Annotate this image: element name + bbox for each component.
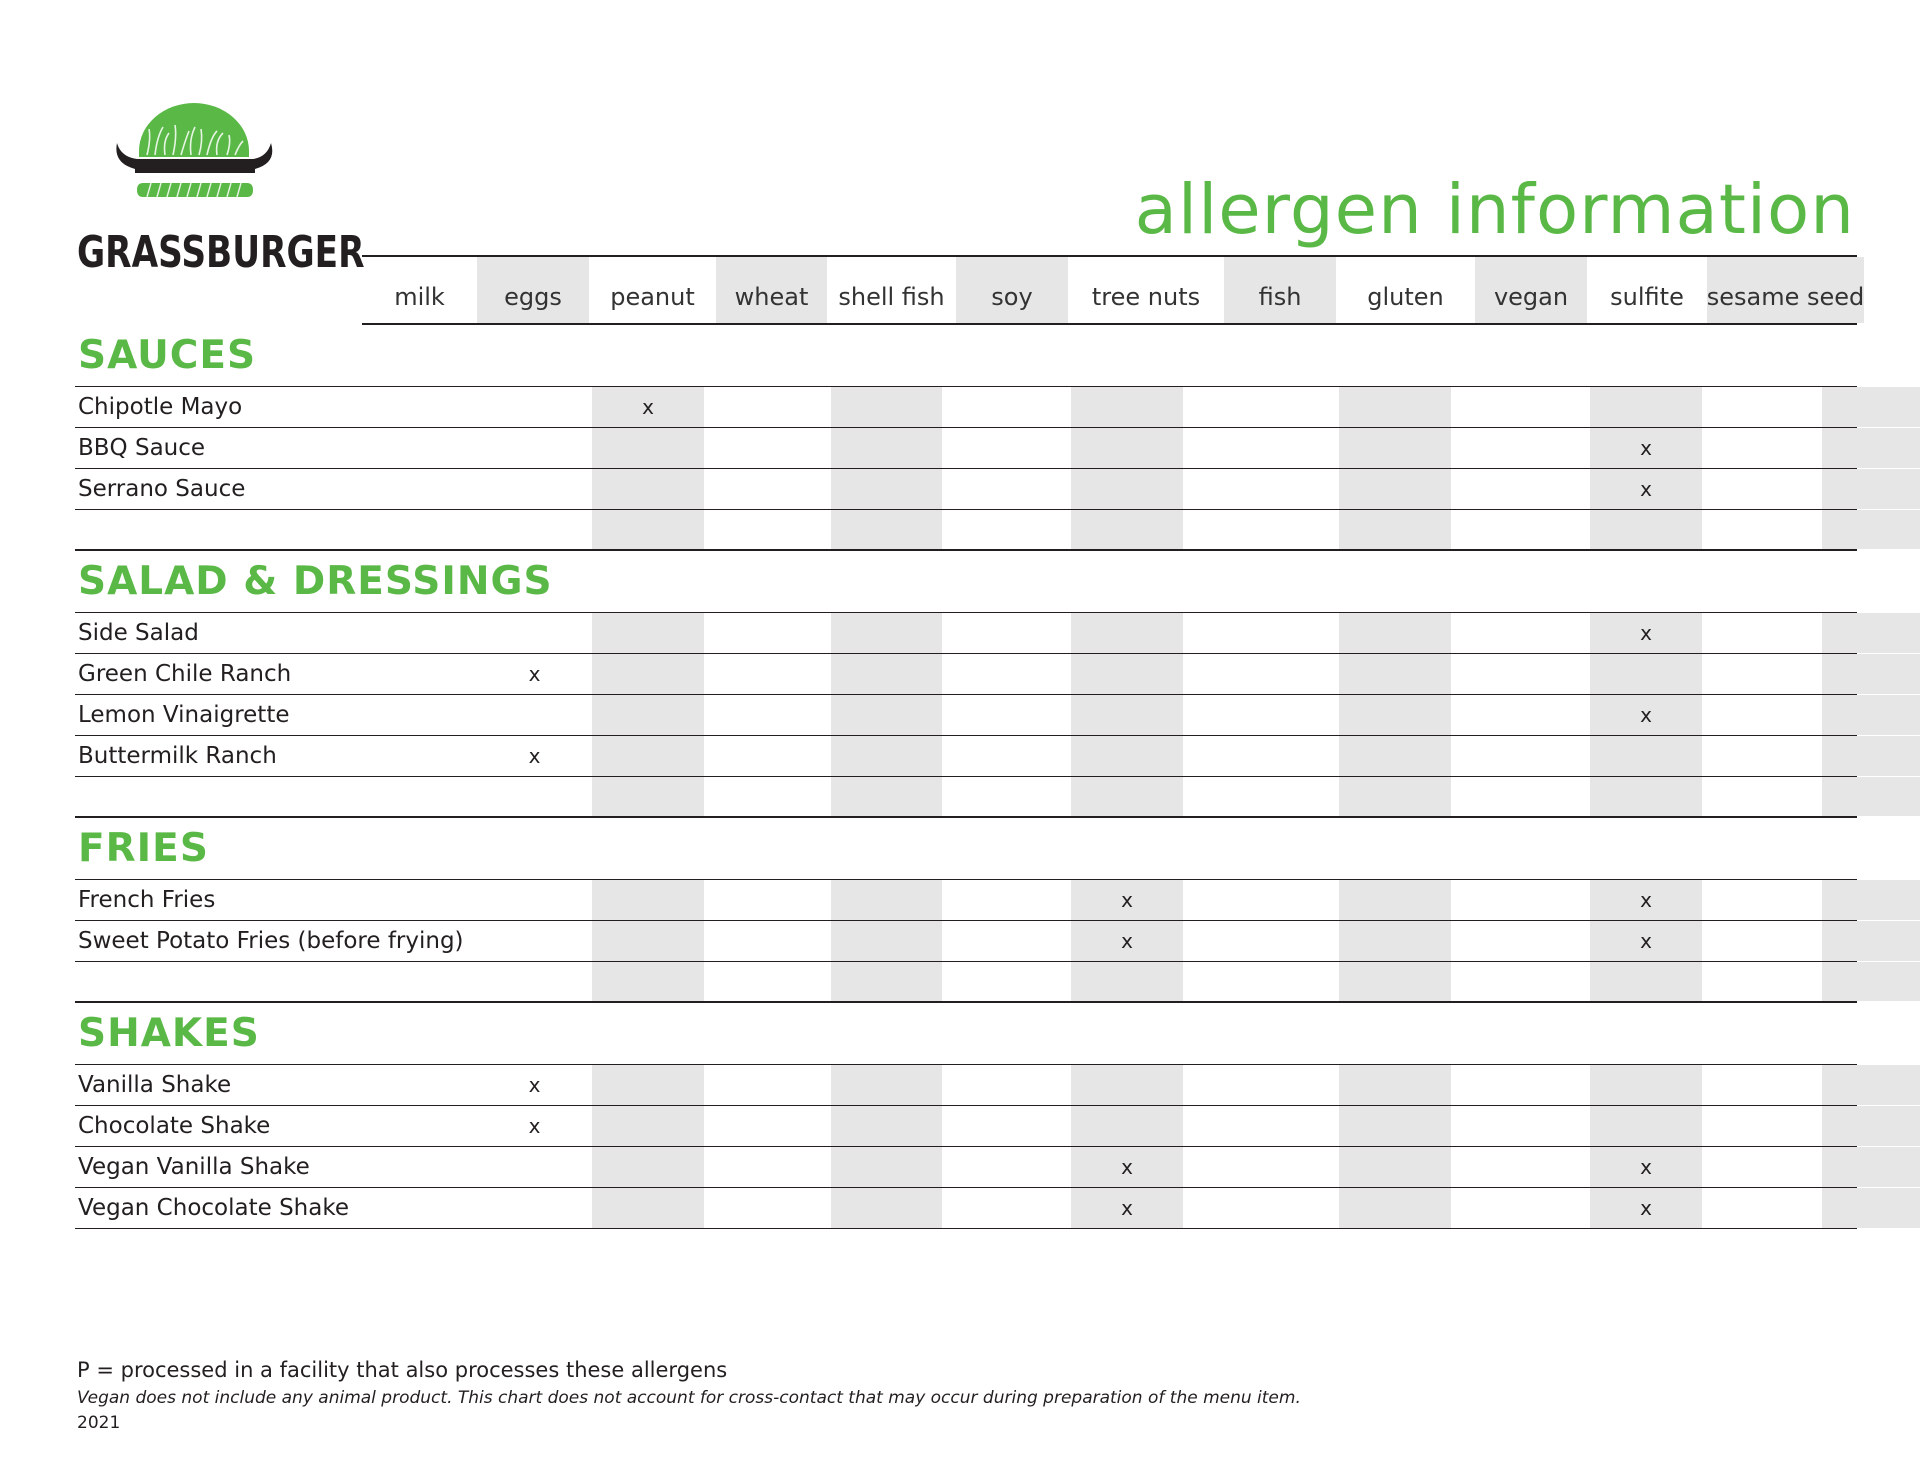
allergen-mark bbox=[704, 777, 831, 816]
allergen-mark bbox=[942, 921, 1071, 961]
column-header: fish bbox=[1224, 257, 1336, 323]
allergen-mark bbox=[592, 777, 704, 816]
allergen-mark bbox=[1822, 428, 1920, 468]
allergen-mark bbox=[1451, 1188, 1590, 1228]
allergen-mark bbox=[1071, 962, 1183, 1001]
year-label: 2021 bbox=[77, 1413, 121, 1433]
allergen-mark: x bbox=[1590, 469, 1702, 509]
allergen-mark bbox=[942, 1188, 1071, 1228]
allergen-mark: x bbox=[1590, 695, 1702, 735]
allergen-mark bbox=[704, 469, 831, 509]
allergen-mark bbox=[1339, 1106, 1451, 1146]
column-header: wheat bbox=[716, 257, 827, 323]
allergen-mark bbox=[1183, 510, 1339, 549]
allergen-mark bbox=[477, 880, 592, 920]
allergen-mark bbox=[831, 1065, 942, 1105]
allergen-mark bbox=[942, 469, 1071, 509]
allergen-mark bbox=[1702, 1106, 1822, 1146]
allergen-mark bbox=[1451, 1106, 1590, 1146]
table-row bbox=[75, 428, 1857, 469]
allergen-mark bbox=[1183, 777, 1339, 816]
allergen-mark bbox=[1822, 962, 1920, 1001]
column-header: shell fish bbox=[838, 283, 945, 311]
allergen-mark bbox=[592, 654, 704, 694]
allergen-mark bbox=[831, 736, 942, 776]
table-row bbox=[75, 1147, 1857, 1188]
allergen-mark bbox=[831, 387, 942, 427]
allergen-mark bbox=[704, 1147, 831, 1187]
allergen-mark bbox=[1071, 777, 1183, 816]
allergen-mark bbox=[1822, 654, 1920, 694]
allergen-mark bbox=[831, 880, 942, 920]
allergen-mark bbox=[1702, 654, 1822, 694]
allergen-mark bbox=[1451, 1147, 1590, 1187]
allergen-mark bbox=[1071, 695, 1183, 735]
allergen-mark bbox=[831, 921, 942, 961]
section-title: SHAKES bbox=[75, 1003, 1857, 1065]
allergen-mark bbox=[1702, 736, 1822, 776]
table-row bbox=[75, 1188, 1857, 1229]
column-header: milk bbox=[394, 283, 445, 311]
allergen-mark bbox=[704, 1106, 831, 1146]
allergen-mark bbox=[942, 736, 1071, 776]
allergen-mark: x bbox=[1590, 613, 1702, 653]
allergen-mark bbox=[1339, 387, 1451, 427]
menu-item-name: Side Salad bbox=[78, 620, 199, 646]
allergen-mark bbox=[704, 695, 831, 735]
allergen-mark bbox=[1822, 1106, 1920, 1146]
menu-item-name: Buttermilk Ranch bbox=[78, 743, 277, 769]
allergen-mark bbox=[942, 962, 1071, 1001]
allergen-mark bbox=[592, 880, 704, 920]
allergen-mark bbox=[1339, 880, 1451, 920]
menu-item-name: Vanilla Shake bbox=[78, 1072, 232, 1098]
allergen-mark bbox=[704, 387, 831, 427]
allergen-mark bbox=[704, 736, 831, 776]
allergen-mark bbox=[1183, 921, 1339, 961]
allergen-mark bbox=[704, 880, 831, 920]
allergen-mark bbox=[1339, 962, 1451, 1001]
allergen-mark bbox=[1183, 736, 1339, 776]
table-row bbox=[75, 387, 1857, 428]
allergen-mark bbox=[1183, 428, 1339, 468]
allergen-mark bbox=[1590, 777, 1702, 816]
allergen-mark bbox=[1183, 1106, 1339, 1146]
allergen-mark bbox=[942, 510, 1071, 549]
allergen-mark bbox=[1822, 695, 1920, 735]
allergen-mark bbox=[1339, 469, 1451, 509]
footer bbox=[77, 1358, 1301, 1433]
allergen-mark bbox=[1822, 921, 1920, 961]
allergen-mark bbox=[704, 962, 831, 1001]
allergen-mark bbox=[1339, 1147, 1451, 1187]
allergen-mark bbox=[477, 777, 592, 816]
allergen-mark bbox=[477, 510, 592, 549]
allergen-mark bbox=[1590, 1106, 1702, 1146]
allergen-mark bbox=[1071, 1106, 1183, 1146]
allergen-mark bbox=[1822, 613, 1920, 653]
table-row bbox=[75, 613, 1857, 654]
allergen-mark bbox=[704, 921, 831, 961]
allergen-mark bbox=[1451, 613, 1590, 653]
allergen-mark bbox=[1183, 880, 1339, 920]
table-spacer-row bbox=[75, 962, 1857, 1003]
allergen-mark bbox=[1071, 469, 1183, 509]
allergen-mark bbox=[704, 613, 831, 653]
allergen-mark bbox=[1822, 1065, 1920, 1105]
table-row bbox=[75, 921, 1857, 962]
allergen-mark bbox=[1071, 613, 1183, 653]
allergen-mark bbox=[1590, 736, 1702, 776]
allergen-mark bbox=[592, 1147, 704, 1187]
allergen-mark bbox=[592, 1188, 704, 1228]
allergen-mark bbox=[1702, 428, 1822, 468]
allergen-mark bbox=[1451, 387, 1590, 427]
allergen-mark bbox=[1339, 510, 1451, 549]
allergen-mark bbox=[477, 962, 592, 1001]
menu-item-name: Green Chile Ranch bbox=[78, 661, 292, 687]
allergen-mark bbox=[704, 1188, 831, 1228]
allergen-mark: x bbox=[528, 662, 541, 686]
column-header: eggs bbox=[477, 257, 589, 323]
allergen-mark bbox=[1702, 387, 1822, 427]
allergen-mark bbox=[477, 613, 592, 653]
allergen-mark bbox=[1822, 880, 1920, 920]
allergen-mark bbox=[942, 1147, 1071, 1187]
allergen-mark bbox=[592, 428, 704, 468]
allergen-mark bbox=[592, 613, 704, 653]
allergen-mark: x bbox=[592, 387, 704, 427]
allergen-mark bbox=[942, 1065, 1071, 1105]
allergen-mark bbox=[1590, 1065, 1702, 1105]
menu-item-name: Serrano Sauce bbox=[78, 476, 246, 502]
allergen-mark bbox=[1451, 469, 1590, 509]
allergen-mark bbox=[1339, 736, 1451, 776]
allergen-mark bbox=[1702, 510, 1822, 549]
column-header: tree nuts bbox=[1091, 283, 1201, 311]
allergen-mark bbox=[831, 613, 942, 653]
menu-item-name: French Fries bbox=[78, 887, 216, 913]
allergen-sections bbox=[75, 325, 1857, 1229]
allergen-mark bbox=[592, 962, 704, 1001]
allergen-mark bbox=[592, 1065, 704, 1105]
table-row bbox=[75, 654, 1857, 695]
allergen-mark: x bbox=[528, 744, 541, 768]
allergen-mark bbox=[1451, 1065, 1590, 1105]
allergen-mark bbox=[592, 921, 704, 961]
allergen-mark bbox=[1339, 695, 1451, 735]
grassburger-bun-icon bbox=[77, 103, 307, 213]
allergen-mark bbox=[1071, 428, 1183, 468]
allergen-mark: x bbox=[1590, 1147, 1702, 1187]
allergen-mark bbox=[1339, 428, 1451, 468]
allergen-mark bbox=[1183, 387, 1339, 427]
allergen-mark bbox=[1702, 469, 1822, 509]
allergen-mark bbox=[1071, 387, 1183, 427]
allergen-mark bbox=[477, 1188, 592, 1228]
allergen-mark bbox=[1451, 510, 1590, 549]
allergen-mark bbox=[1451, 736, 1590, 776]
column-header: gluten bbox=[1367, 283, 1444, 311]
allergen-mark bbox=[1451, 880, 1590, 920]
menu-item-name: Chipotle Mayo bbox=[78, 394, 243, 420]
allergen-mark bbox=[942, 387, 1071, 427]
allergen-mark bbox=[1183, 469, 1339, 509]
allergen-mark bbox=[1339, 921, 1451, 961]
allergen-mark bbox=[831, 654, 942, 694]
brand-name: GRASSBURGER bbox=[77, 227, 365, 278]
section-title: SALAD & DRESSINGS bbox=[75, 551, 1857, 613]
allergen-mark bbox=[831, 777, 942, 816]
allergen-mark bbox=[1822, 510, 1920, 549]
allergen-mark bbox=[1339, 1188, 1451, 1228]
allergen-table bbox=[75, 255, 1865, 1229]
column-header: sulfite bbox=[1610, 283, 1684, 311]
allergen-mark bbox=[477, 387, 592, 427]
table-row bbox=[75, 695, 1857, 736]
allergen-mark bbox=[1183, 1065, 1339, 1105]
allergen-mark bbox=[1590, 654, 1702, 694]
allergen-mark bbox=[1702, 880, 1822, 920]
allergen-mark bbox=[592, 1106, 704, 1146]
allergen-mark: x bbox=[1590, 428, 1702, 468]
allergen-mark bbox=[477, 921, 592, 961]
allergen-mark bbox=[942, 695, 1071, 735]
menu-item-name bbox=[75, 962, 477, 1001]
allergen-mark bbox=[1071, 1065, 1183, 1105]
column-header: peanut bbox=[610, 283, 695, 311]
allergen-mark bbox=[942, 613, 1071, 653]
menu-item-name: Vegan Vanilla Shake bbox=[78, 1154, 310, 1180]
table-row bbox=[75, 736, 1857, 777]
allergen-mark bbox=[1451, 428, 1590, 468]
allergen-mark bbox=[831, 1106, 942, 1146]
menu-item-name bbox=[75, 510, 477, 549]
allergen-mark bbox=[1822, 1188, 1920, 1228]
menu-section bbox=[75, 325, 1857, 551]
allergen-mark bbox=[477, 469, 592, 509]
allergen-mark bbox=[942, 777, 1071, 816]
allergen-mark bbox=[831, 1147, 942, 1187]
column-header: sesame seed bbox=[1707, 257, 1864, 323]
allergen-mark bbox=[592, 736, 704, 776]
menu-section bbox=[75, 551, 1857, 818]
allergen-mark bbox=[1822, 1147, 1920, 1187]
allergen-mark: x bbox=[1071, 921, 1183, 961]
allergen-mark bbox=[1071, 510, 1183, 549]
allergen-mark bbox=[1339, 613, 1451, 653]
column-header: soy bbox=[956, 257, 1068, 323]
allergen-mark: x bbox=[1071, 880, 1183, 920]
table-row bbox=[75, 1065, 1857, 1106]
grassburger-logo bbox=[77, 103, 365, 278]
allergen-mark bbox=[1183, 613, 1339, 653]
allergen-mark: x bbox=[1590, 921, 1702, 961]
allergen-mark bbox=[1183, 1147, 1339, 1187]
menu-item-name bbox=[75, 777, 477, 816]
allergen-mark bbox=[704, 428, 831, 468]
table-spacer-row bbox=[75, 777, 1857, 818]
allergen-mark bbox=[1702, 1188, 1822, 1228]
allergen-mark bbox=[1702, 962, 1822, 1001]
allergen-mark bbox=[1822, 736, 1920, 776]
allergen-mark bbox=[1702, 613, 1822, 653]
allergen-mark bbox=[1339, 654, 1451, 694]
allergen-mark: x bbox=[528, 1073, 541, 1097]
allergen-mark bbox=[477, 428, 592, 468]
column-header: vegan bbox=[1475, 257, 1587, 323]
allergen-mark bbox=[477, 695, 592, 735]
allergen-mark: x bbox=[1071, 1188, 1183, 1228]
menu-item-name: BBQ Sauce bbox=[78, 435, 206, 461]
allergen-mark bbox=[831, 962, 942, 1001]
allergen-mark bbox=[704, 510, 831, 549]
allergen-mark bbox=[592, 510, 704, 549]
table-row bbox=[75, 880, 1857, 921]
allergen-header-row bbox=[362, 255, 1865, 325]
menu-section bbox=[75, 818, 1857, 1003]
allergen-mark bbox=[1071, 654, 1183, 694]
allergen-mark bbox=[831, 428, 942, 468]
table-spacer-row bbox=[75, 510, 1857, 551]
menu-section bbox=[75, 1003, 1857, 1229]
allergen-mark bbox=[704, 1065, 831, 1105]
allergen-mark bbox=[1451, 777, 1590, 816]
allergen-mark bbox=[1590, 962, 1702, 1001]
table-row bbox=[75, 1106, 1857, 1147]
vegan-disclaimer: Vegan does not include any animal product. This chart does not account for cross-contact that may occur during preparation of the menu item. bbox=[77, 1388, 1301, 1408]
allergen-mark bbox=[1702, 695, 1822, 735]
allergen-mark bbox=[1590, 387, 1702, 427]
allergen-mark: x bbox=[1590, 1188, 1702, 1228]
allergen-mark bbox=[1702, 1065, 1822, 1105]
allergen-mark bbox=[704, 654, 831, 694]
section-title: SAUCES bbox=[75, 325, 1857, 387]
allergen-mark bbox=[1339, 777, 1451, 816]
table-row bbox=[75, 469, 1857, 510]
allergen-mark bbox=[1071, 736, 1183, 776]
allergen-mark bbox=[1339, 1065, 1451, 1105]
menu-item-name: Sweet Potato Fries (before frying) bbox=[78, 928, 464, 954]
allergen-mark: x bbox=[1071, 1147, 1183, 1187]
menu-item-name: Chocolate Shake bbox=[78, 1113, 271, 1139]
allergen-mark bbox=[1451, 654, 1590, 694]
allergen-mark bbox=[1822, 469, 1920, 509]
allergen-mark bbox=[942, 880, 1071, 920]
allergen-mark bbox=[942, 654, 1071, 694]
allergen-mark bbox=[1590, 510, 1702, 549]
page-title: allergen information bbox=[1134, 170, 1855, 250]
allergen-mark bbox=[1451, 921, 1590, 961]
allergen-mark bbox=[1822, 387, 1920, 427]
allergen-mark bbox=[592, 695, 704, 735]
allergen-mark bbox=[831, 510, 942, 549]
allergen-mark bbox=[592, 469, 704, 509]
allergen-mark: x bbox=[1590, 880, 1702, 920]
allergen-mark bbox=[1183, 1188, 1339, 1228]
allergen-mark bbox=[1183, 654, 1339, 694]
allergen-mark: x bbox=[528, 1114, 541, 1138]
allergen-mark bbox=[942, 1106, 1071, 1146]
menu-item-name: Lemon Vinaigrette bbox=[78, 702, 290, 728]
allergen-mark bbox=[1702, 777, 1822, 816]
allergen-mark bbox=[1451, 962, 1590, 1001]
allergen-mark bbox=[942, 428, 1071, 468]
allergen-mark bbox=[831, 1188, 942, 1228]
allergen-mark bbox=[831, 469, 942, 509]
allergen-mark bbox=[1702, 1147, 1822, 1187]
menu-item-name: Vegan Chocolate Shake bbox=[78, 1195, 349, 1221]
allergen-mark bbox=[477, 1147, 592, 1187]
allergen-mark bbox=[831, 695, 942, 735]
allergen-mark bbox=[1822, 777, 1920, 816]
allergen-mark bbox=[1451, 695, 1590, 735]
allergen-mark bbox=[1702, 921, 1822, 961]
section-title: FRIES bbox=[75, 818, 1857, 880]
legend-note: P = processed in a facility that also processes these allergens bbox=[77, 1358, 728, 1382]
allergen-mark bbox=[1183, 695, 1339, 735]
allergen-mark bbox=[1183, 962, 1339, 1001]
